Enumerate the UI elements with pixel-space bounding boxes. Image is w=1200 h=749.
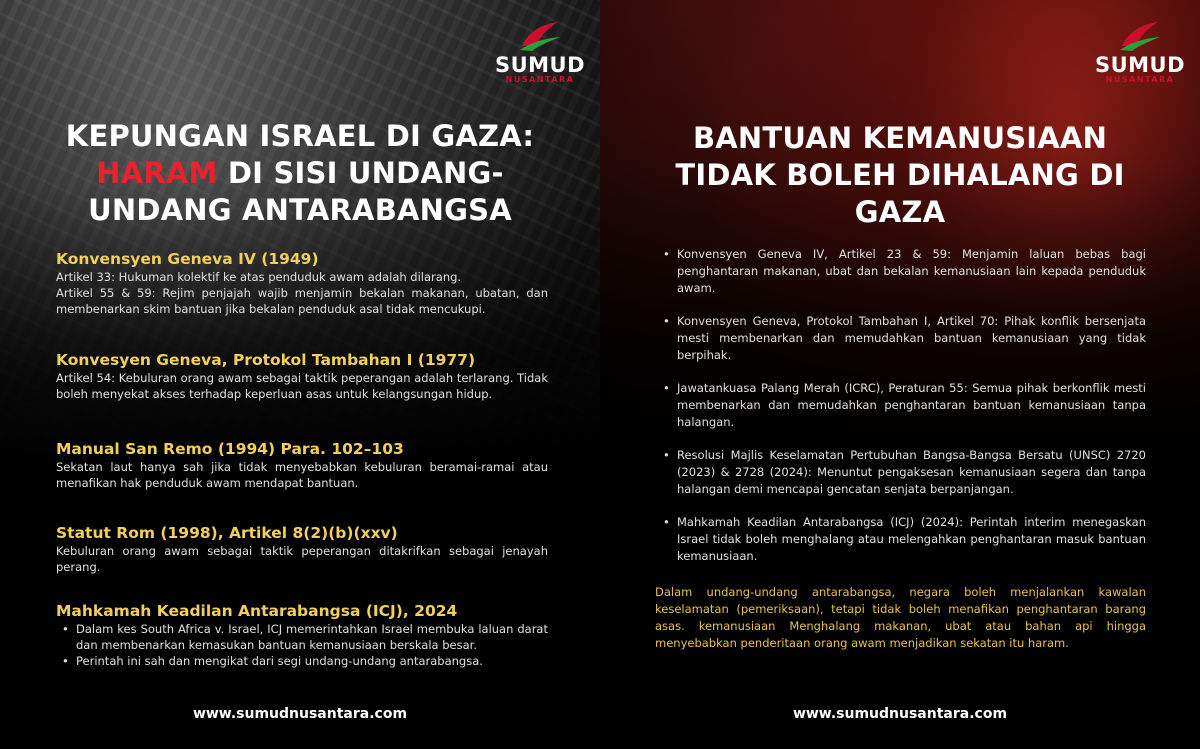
left-title-line2-rest: DI SISI UNDANG- (217, 156, 504, 190)
logo-subname: NUSANTARA (505, 75, 575, 84)
left-title-haram: HARAM (96, 156, 218, 190)
logo-subname: NUSANTARA (1105, 75, 1175, 84)
left-title-line3: UNDANG ANTARABANGSA (88, 193, 512, 227)
section-heading: Mahkamah Keadilan Antarabangsa (ICJ), 2024 (56, 602, 458, 620)
bullet-icon: • (663, 448, 670, 462)
logo-swoosh-icon (1094, 20, 1186, 54)
section-heading: Konvesyen Geneva, Protokol Tambahan I (1977) (56, 351, 476, 369)
left-title-line2 (40, 155, 560, 192)
right-website-link[interactable]: www.sumudnusantara.com (792, 706, 1008, 722)
bullet-icon: • (663, 381, 670, 395)
right-title (640, 120, 1160, 231)
section-icj (56, 601, 548, 669)
section-rome-statute (56, 523, 548, 575)
section-san-remo (56, 439, 548, 491)
logo-swoosh-icon (494, 20, 586, 54)
right-title-line2: TIDAK BOLEH DIHALANG DI GAZA (675, 158, 1125, 229)
sumud-logo (494, 20, 586, 92)
section-heading: Konvensyen Geneva IV (1949) (56, 250, 319, 268)
section-protocol-i (56, 350, 548, 402)
list-item: • Mahkamah Keadilan Antarabangsa (ICJ) (2024): Perintah interim menegaskan Israel tidak boleh menghalang atau melengahkan penghantaran masuk bantuan kemanusiaan. (663, 515, 1146, 563)
section-heading: Manual San Remo (1994) Para. 102–103 (56, 440, 404, 458)
icj-bullet-list (56, 621, 548, 669)
bullet-icon: • (663, 314, 670, 328)
list-item: • Konvensyen Geneva IV, Artikel 23 & 59: Menjamin laluan bebas bagi penghantaran makanan, ubat dan bekalan kemanusiaan lain kepada penduduk awam. (663, 247, 1146, 295)
section-paragraph: Artikel 55 & 59: Rejim penjajah wajib menjamin bekalan makanan, ubatan, dan membenarkan skim bantuan jika bekalan penduduk asal tidak mencukupi. (56, 286, 548, 316)
left-website-link[interactable]: www.sumudnusantara.com (192, 706, 408, 722)
left-title-line1: KEPUNGAN ISRAEL DI GAZA: (65, 119, 535, 153)
section-paragraph: Sekatan laut hanya sah jika tidak menyebabkan kebuluran beramai-ramai atau menafikan hak penduduk awam mendapat bantuan. (56, 460, 548, 490)
bullet-icon: • (663, 247, 670, 261)
logo-name: SUMUD (494, 53, 586, 77)
right-bullet-list (660, 246, 1146, 565)
list-item: • Konvensyen Geneva, Protokol Tambahan I, Artikel 70: Pihak konflik bersenjata mesti membenarkan dan memudahkan bantuan kemanusiaan yang tidak berpihak. (663, 314, 1146, 362)
bullet-icon: • (62, 654, 69, 668)
right-closing-note: Dalam undang-undang antarabangsa, negara boleh menjalankan kawalan keselamatan (pemeriksaan), tetapi tidak boleh menafikan penghantaran barang asas. kemanusiaan Menghalang makanan, ubat atau bahan api hingga menyebabkan penderitaan orang awam menjadikan sekatan itu haram. (655, 585, 1146, 650)
list-item: • Jawatankuasa Palang Merah (ICRC), Peraturan 55: Semua pihak berkonflik mesti membenarkan dan memudahkan penghantaran bantuan kemanusiaan tanpa halangan. (663, 381, 1146, 429)
section-paragraph: Artikel 54: Kebuluran orang awam sebagai taktik peperangan adalah terlarang. Tidak boleh menyekat akses terhadap keperluan asas untuk kelangsungan hidup. (56, 371, 548, 401)
bullet-icon: • (62, 622, 69, 636)
bullet-icon: • (663, 515, 670, 529)
right-title-line1: BANTUAN KEMANUSIAAN (692, 121, 1108, 155)
list-item: • Dalam kes South Africa v. Israel, ICJ memerintahkan Israel membuka laluan darat dan membenarkan kemasukan bantuan kemanusiaan berskala besar. (62, 622, 548, 652)
left-title (40, 118, 560, 229)
section-heading: Statut Rom (1998), Artikel 8(2)(b)(xxv) (56, 524, 398, 542)
section-paragraph: Artikel 33: Hukuman kolektif ke atas penduduk awam adalah dilarang. (56, 270, 462, 284)
logo-name: SUMUD (1094, 53, 1186, 77)
list-item: • Perintah ini sah dan mengikat dari segi undang-undang antarabangsa. (62, 654, 483, 668)
section-paragraph: Kebuluran orang awam sebagai taktik peperangan ditakrifkan sebagai jenayah perang. (56, 544, 548, 574)
section-geneva-iv (56, 249, 548, 317)
sumud-logo (1094, 20, 1186, 92)
list-item: • Resolusi Majlis Keselamatan Pertubuhan Bangsa-Bangsa Bersatu (UNSC) 2720 (2023) & 2728 (2024): Menuntut pengaksesan kemanusiaan segera dan tanpa halangan demi mencapai gencatan senjata berpanjangan. (663, 448, 1146, 496)
